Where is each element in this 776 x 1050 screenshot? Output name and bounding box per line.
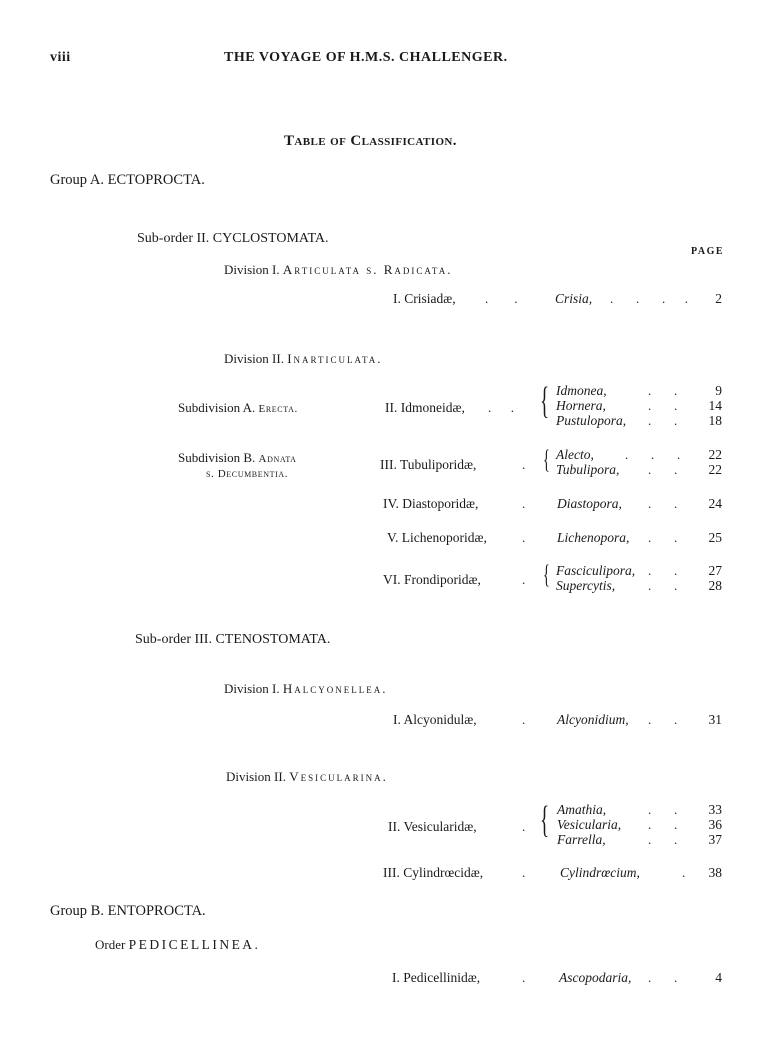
page-ref: 28 bbox=[708, 578, 722, 593]
genus-name: Amathia, bbox=[557, 802, 607, 817]
genus-name: Diastopora, bbox=[557, 496, 622, 511]
leader-dots: . . bbox=[648, 398, 678, 413]
page-ref: 36 bbox=[708, 817, 722, 832]
subdivision-alt-name: s. Decumbentia. bbox=[206, 468, 289, 480]
genus-name: Pustulopora, bbox=[556, 413, 627, 428]
division-name: Halcyonellea. bbox=[282, 681, 388, 696]
leader-dots: . . bbox=[488, 400, 514, 415]
family-number: II. bbox=[388, 819, 401, 834]
family-number: III. bbox=[380, 457, 397, 472]
leader-dots: . bbox=[522, 496, 526, 511]
leader-dots: . bbox=[522, 530, 526, 545]
page-ref: 31 bbox=[708, 712, 722, 727]
family-name: Vesicularidæ, bbox=[403, 819, 477, 834]
division-heading bbox=[226, 769, 388, 785]
page-ref: 22 bbox=[708, 462, 722, 477]
leader-dots: . bbox=[522, 457, 526, 472]
division-heading bbox=[224, 262, 452, 278]
family-name: Alcyonidulæ, bbox=[403, 712, 477, 727]
family-name: Lichenoporidæ, bbox=[401, 530, 487, 545]
family-number: I. bbox=[393, 712, 401, 727]
division-name: Articulata s. Radicata. bbox=[282, 262, 453, 277]
page-ref: 14 bbox=[708, 398, 722, 413]
family-number: III. bbox=[383, 865, 400, 880]
order-heading bbox=[95, 937, 260, 953]
leader-dots: . bbox=[522, 819, 526, 834]
family-number: I. bbox=[393, 291, 401, 306]
leader-dots: . . bbox=[648, 530, 678, 545]
brace-icon: { bbox=[540, 799, 550, 841]
page-ref: 9 bbox=[715, 383, 722, 398]
genus-name: Idmonea, bbox=[556, 383, 607, 398]
family-name: Pedicellinidæ, bbox=[403, 970, 481, 985]
family-name: Diastoporidæ, bbox=[402, 496, 479, 511]
leader-dots: . . bbox=[648, 563, 678, 578]
leader-dots: . . . . bbox=[610, 291, 688, 306]
family-row bbox=[388, 819, 477, 835]
brace-icon: { bbox=[540, 380, 550, 422]
order-prefix: Order bbox=[95, 937, 126, 952]
family-number: II. bbox=[385, 400, 398, 415]
page-ref: 22 bbox=[708, 447, 722, 462]
genus-name: Tubulipora, bbox=[556, 462, 620, 477]
page-ref: 37 bbox=[708, 832, 722, 847]
group-a-heading: Group A. ECTOPROCTA. bbox=[50, 172, 205, 188]
genus-name: Alcyonidium, bbox=[557, 712, 629, 727]
family-row bbox=[385, 400, 465, 416]
subdivision-heading bbox=[178, 450, 297, 466]
family-number: VI. bbox=[383, 572, 401, 587]
family-number: V. bbox=[387, 530, 399, 545]
genus-name: Ascopodaria, bbox=[559, 970, 632, 985]
leader-dots: . . bbox=[648, 970, 678, 985]
family-row bbox=[392, 970, 480, 986]
leader-dots: . bbox=[682, 865, 686, 880]
page-ref: 18 bbox=[708, 413, 722, 428]
order-name: PEDICELLINEA. bbox=[128, 937, 261, 952]
family-row bbox=[393, 291, 456, 307]
family-name: Tubuliporidæ, bbox=[400, 457, 477, 472]
family-row bbox=[393, 712, 477, 728]
division-prefix: Division I. bbox=[224, 262, 280, 277]
family-name: Crisiadæ, bbox=[404, 291, 456, 306]
genus-name: Alecto, bbox=[556, 447, 594, 462]
family-number: I. bbox=[392, 970, 400, 985]
leader-dots: . . bbox=[648, 383, 678, 398]
running-title: THE VOYAGE OF H.M.S. CHALLENGER. bbox=[224, 50, 508, 65]
family-number: IV. bbox=[383, 496, 399, 511]
subdivision-heading bbox=[178, 400, 298, 416]
page-ref: 2 bbox=[715, 291, 722, 306]
leader-dots: . bbox=[522, 970, 526, 985]
page-number: viii bbox=[50, 50, 71, 65]
division-prefix: Division II. bbox=[226, 769, 286, 784]
page-ref: 33 bbox=[708, 802, 722, 817]
subdivision-name: Adnata bbox=[258, 453, 297, 465]
leader-dots: . . bbox=[648, 413, 678, 428]
leader-dots: . . bbox=[648, 578, 678, 593]
leader-dots: . . bbox=[648, 832, 678, 847]
suborder-iii-heading: Sub-order III. CTENOSTOMATA. bbox=[135, 632, 331, 647]
leader-dots: . bbox=[522, 572, 526, 587]
family-row bbox=[383, 496, 478, 512]
division-heading bbox=[224, 681, 388, 697]
division-heading bbox=[224, 351, 383, 367]
family-row bbox=[383, 572, 481, 588]
page-ref: 38 bbox=[708, 865, 722, 880]
division-name: Inarticulata. bbox=[287, 351, 383, 366]
family-name: Cylindrœcidæ, bbox=[403, 865, 484, 880]
page-ref: 4 bbox=[715, 970, 722, 985]
genus-name: Cylindrœcium, bbox=[560, 865, 640, 880]
genus-name: Lichenopora, bbox=[557, 530, 630, 545]
family-name: Frondiporidæ, bbox=[404, 572, 481, 587]
leader-dots: . . bbox=[648, 817, 678, 832]
suborder-ii-heading: Sub-order II. CYCLOSTOMATA. bbox=[137, 231, 329, 246]
genus-name: Hornera, bbox=[556, 398, 606, 413]
genus-name: Farrella, bbox=[557, 832, 606, 847]
page-ref: 25 bbox=[708, 530, 722, 545]
family-row bbox=[380, 457, 476, 473]
page-column-label: PAGE bbox=[691, 246, 725, 257]
subdivision-prefix: Subdivision B. bbox=[178, 450, 256, 465]
division-prefix: Division II. bbox=[224, 351, 284, 366]
family-row bbox=[383, 865, 483, 881]
page-title: Table of Classification. bbox=[284, 133, 457, 149]
genus-name: Fasciculipora, bbox=[556, 563, 636, 578]
leader-dots: . . bbox=[648, 802, 678, 817]
leader-dots: . bbox=[522, 712, 526, 727]
family-name: Idmoneidæ, bbox=[400, 400, 465, 415]
subdivision-name: Erecta. bbox=[258, 403, 298, 415]
genus-name: Crisia, bbox=[555, 291, 593, 306]
leader-dots: . bbox=[522, 865, 526, 880]
genus-name: Supercytis, bbox=[556, 578, 616, 593]
brace-icon: { bbox=[543, 445, 550, 474]
leader-dots: . . bbox=[648, 496, 678, 511]
leader-dots: . . bbox=[485, 291, 518, 306]
division-prefix: Division I. bbox=[224, 681, 280, 696]
division-name: Vesicularina. bbox=[289, 769, 388, 784]
leader-dots: . . bbox=[648, 462, 678, 477]
family-row bbox=[387, 530, 487, 546]
leader-dots: . . . bbox=[625, 447, 681, 462]
leader-dots: . . bbox=[648, 712, 678, 727]
page-ref: 27 bbox=[708, 563, 722, 578]
page-ref: 24 bbox=[708, 496, 722, 511]
group-b-heading: Group B. ENTOPROCTA. bbox=[50, 903, 206, 919]
subdivision-prefix: Subdivision A. bbox=[178, 400, 256, 415]
genus-name: Vesicularia, bbox=[557, 817, 622, 832]
brace-icon: { bbox=[543, 560, 550, 589]
